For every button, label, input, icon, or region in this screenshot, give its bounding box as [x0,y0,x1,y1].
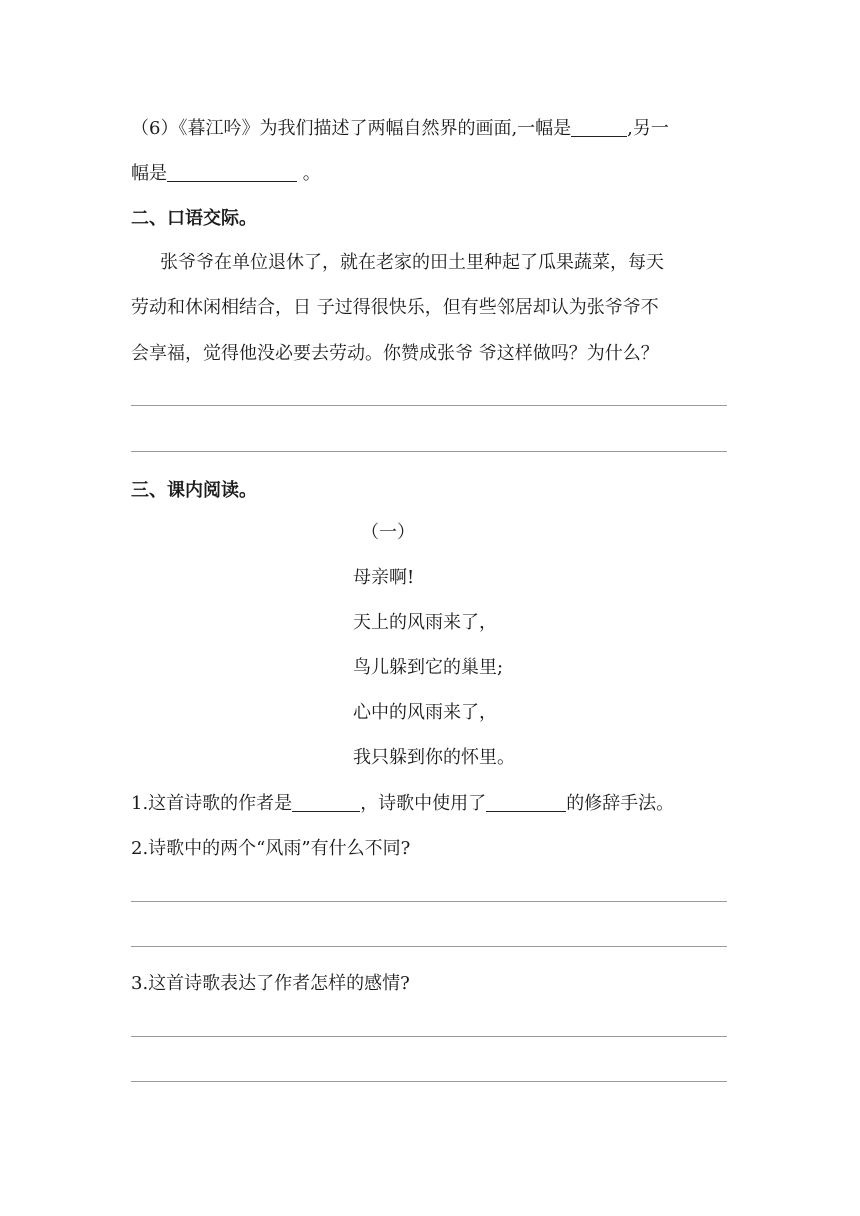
section2-para-line2: 劳动和休闲相结合，日 子过得很快乐，但有些邻居却认为张爷爷不 [131,297,659,318]
question-2: 2.诗歌中的两个“风雨”有什么不同? [131,838,411,859]
poem-subheading: （一） [361,522,415,543]
answer-line[interactable] [131,1081,727,1082]
question-1 [131,791,674,817]
q6-text-4: 。 [297,163,321,184]
q6-text-3: 幅是 [131,163,167,184]
q1-text-1: 1.这首诗歌的作者是 [131,793,293,814]
q6-line1 [131,116,669,142]
q6-text-1: （6）《暮江吟》为我们描述了两幅自然界的画面,一幅是 [131,118,572,139]
answer-line[interactable] [131,946,727,947]
section2-para-line3: 会享福，觉得他没必要去劳动。你赞成张爷 爷这样做吗？为什么？ [131,343,659,364]
poem-line: 鸟儿躲到它的巢里; [353,657,504,678]
section2-heading: 二、口语交际。 [131,208,257,229]
answer-line[interactable] [131,451,727,452]
q1-blank-author[interactable] [292,793,360,812]
answer-line[interactable] [131,405,727,406]
poem-line: 母亲啊! [353,567,415,588]
question-3: 3.这首诗歌表达了作者怎样的感情? [131,973,410,994]
q6-line2 [131,161,321,187]
section2-para-line1: 张爷爷在单位退休了，就在老家的田土里种起了瓜果蔬菜，每天 [160,252,664,273]
q6-blank-2[interactable] [167,163,297,182]
section3-heading: 三、课内阅读。 [131,480,257,501]
answer-line[interactable] [131,1036,727,1037]
poem-line: 我只躲到你的怀里。 [353,747,515,768]
poem-line: 天上的风雨来了， [353,612,497,633]
q1-text-2: ，诗歌中使用了 [360,793,487,814]
q1-blank-rhetoric[interactable] [486,793,566,812]
q6-blank-1[interactable] [571,118,627,137]
q1-text-3: 的修辞手法。 [566,793,675,814]
answer-line[interactable] [131,901,727,902]
poem-line: 心中的风雨来了， [353,702,497,723]
q6-text-2: ,另一 [627,118,669,139]
